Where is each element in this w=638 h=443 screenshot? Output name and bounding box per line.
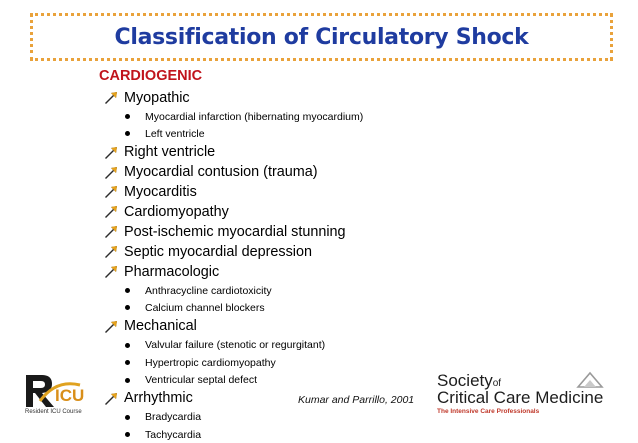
sub-item-label: Tachycardia bbox=[145, 428, 202, 441]
ricu-logo bbox=[22, 371, 100, 419]
sub-item-label: Valvular failure (stenotic or regurgitant) bbox=[145, 339, 326, 352]
sub-item bbox=[103, 426, 523, 443]
list-item bbox=[103, 143, 523, 163]
sub-item bbox=[103, 108, 523, 125]
arrow-bullet-icon bbox=[103, 145, 119, 161]
bullet-dot-icon bbox=[125, 432, 130, 437]
sccm-emblem-icon bbox=[577, 371, 603, 389]
list-item-label: Right ventricle bbox=[124, 144, 216, 161]
sub-item bbox=[103, 299, 523, 316]
sccm-line1: Societyof bbox=[437, 371, 502, 390]
bullet-dot-icon bbox=[125, 343, 130, 348]
list-item-label: Myopathic bbox=[124, 89, 190, 106]
ricu-logo-graphic bbox=[22, 371, 100, 411]
arrow-bullet-icon bbox=[103, 165, 119, 181]
arrow-bullet-icon bbox=[103, 264, 119, 280]
arrow-bullet-icon bbox=[103, 90, 119, 106]
arrow-bullet-icon bbox=[103, 224, 119, 240]
sub-item-label: Hypertropic cardiomyopathy bbox=[145, 356, 276, 369]
sub-item bbox=[103, 337, 523, 354]
sub-item-label: Calcium channel blockers bbox=[145, 301, 265, 314]
list-item bbox=[103, 317, 523, 337]
list-item bbox=[103, 242, 523, 262]
citation: Kumar and Parrillo, 2001 bbox=[298, 394, 415, 406]
arrow-bullet-icon bbox=[103, 391, 119, 407]
list-item bbox=[103, 262, 523, 282]
list-item-label: Mechanical bbox=[124, 318, 197, 335]
sub-item bbox=[103, 282, 523, 299]
sccm-line2: Critical Care Medicine bbox=[437, 388, 604, 407]
arrow-bullet-icon bbox=[103, 184, 119, 200]
sccm-tagline: The Intensive Care Professionals bbox=[437, 408, 540, 415]
bullet-dot-icon bbox=[125, 131, 130, 136]
list-item-label: Post-ischemic myocardial stunning bbox=[124, 223, 346, 240]
list-item bbox=[103, 182, 523, 202]
sub-item-label: Ventricular septal defect bbox=[145, 374, 258, 387]
list-item-label: Septic myocardial depression bbox=[124, 243, 312, 260]
bullet-dot-icon bbox=[125, 305, 130, 310]
sub-item-label: Anthracycline cardiotoxicity bbox=[145, 284, 272, 297]
sub-item bbox=[103, 125, 523, 142]
bullet-dot-icon bbox=[125, 114, 130, 119]
title-box bbox=[30, 13, 613, 61]
list-item bbox=[103, 163, 523, 183]
arrow-bullet-icon bbox=[103, 244, 119, 260]
list-item bbox=[103, 222, 523, 242]
bullet-dot-icon bbox=[125, 360, 130, 365]
sub-item-label: Bradycardia bbox=[145, 411, 202, 424]
bullet-dot-icon bbox=[125, 415, 130, 420]
arrow-bullet-icon bbox=[103, 319, 119, 335]
bullet-dot-icon bbox=[125, 288, 130, 293]
sub-item-label: Left ventricle bbox=[145, 127, 205, 140]
list-item-label: Arrhythmic bbox=[124, 390, 193, 407]
sccm-logo bbox=[437, 371, 615, 419]
ricu-caption: Resident ICU Course bbox=[25, 409, 82, 415]
list-item-label: Myocardial contusion (trauma) bbox=[124, 164, 318, 181]
sub-item-label: Myocardial infarction (hibernating myocardium) bbox=[145, 110, 364, 123]
slide-title: Classification of Circulatory Shock bbox=[114, 24, 529, 50]
list-item-label: Myocarditis bbox=[124, 184, 197, 201]
list-item-label: Cardiomyopathy bbox=[124, 204, 229, 221]
svg-text:ICU: ICU bbox=[55, 386, 85, 405]
sub-item bbox=[103, 354, 523, 371]
section-heading: CARDIOGENIC bbox=[99, 68, 203, 84]
bullet-dot-icon bbox=[125, 378, 130, 383]
list-item bbox=[103, 202, 523, 222]
list-item bbox=[103, 88, 523, 108]
arrow-bullet-icon bbox=[103, 204, 119, 220]
list-item-label: Pharmacologic bbox=[124, 263, 220, 280]
